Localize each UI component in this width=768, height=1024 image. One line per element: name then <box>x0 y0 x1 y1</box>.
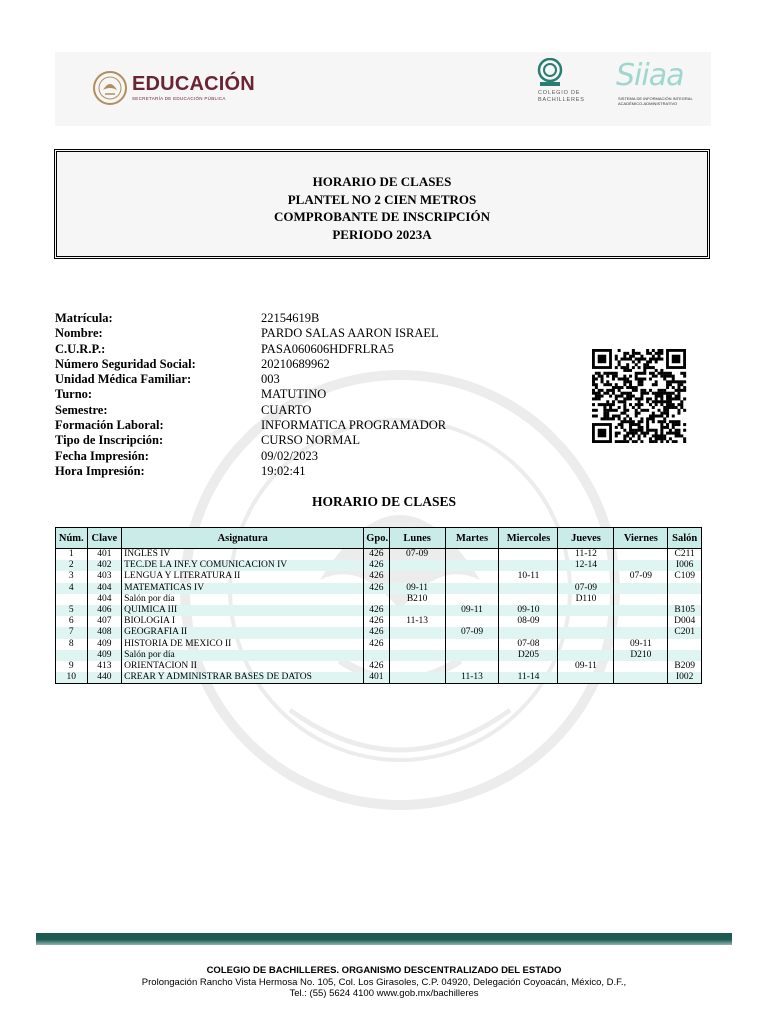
table-cell <box>668 650 702 661</box>
table-cell <box>499 661 558 672</box>
table-row <box>56 560 702 571</box>
table-cell: 426 <box>364 639 389 650</box>
table-row <box>56 583 702 594</box>
schedule-table <box>55 527 702 684</box>
table-cell <box>614 549 668 561</box>
table-cell: ORIENTACION II <box>122 661 364 672</box>
table-cell: 6 <box>56 616 88 627</box>
table-cell: 407 <box>87 616 122 627</box>
info-value: 22154619B <box>261 311 320 325</box>
table-cell: GEOGRAFIA II <box>122 627 364 638</box>
title-comprobante: COMPROBANTE DE INSCRIPCIÓN <box>274 209 490 224</box>
table-cell: 404 <box>87 594 122 605</box>
table-cell: D004 <box>668 616 702 627</box>
table-cell: 402 <box>87 560 122 571</box>
table-cell: LENGUA Y LITERATURA II <box>122 571 364 582</box>
table-cell <box>499 594 558 605</box>
table-cell: B105 <box>668 605 702 616</box>
table-cell: 5 <box>56 605 88 616</box>
table-cell <box>558 639 614 650</box>
info-value: 20210689962 <box>261 356 330 371</box>
info-row <box>55 342 475 357</box>
table-cell <box>614 594 668 605</box>
table-cell: 3 <box>56 571 88 582</box>
table-cell: CREAR Y ADMINISTRAR BASES DE DATOS <box>122 672 364 684</box>
info-label: Matrícula: <box>55 311 113 325</box>
table-cell <box>558 616 614 627</box>
info-row <box>55 311 475 326</box>
table-cell <box>499 549 558 561</box>
footer-bar <box>36 933 732 945</box>
table-row <box>56 616 702 627</box>
table-cell: Salón por día <box>122 594 364 605</box>
info-label: Tipo de Inscripción: <box>55 433 164 448</box>
table-row <box>56 639 702 650</box>
siiaa-logo <box>614 58 710 110</box>
table-cell: 4 <box>56 583 88 594</box>
table-cell <box>558 571 614 582</box>
table-cell: 09-10 <box>499 605 558 616</box>
table-cell: 12-14 <box>558 560 614 571</box>
table-cell: 09-11 <box>558 661 614 672</box>
table-cell: 409 <box>87 639 122 650</box>
table-cell: 426 <box>364 627 389 638</box>
info-value: 003 <box>261 372 280 387</box>
table-cell: 1 <box>56 549 88 561</box>
footer-organization: COLEGIO DE BACHILLERES. ORGANISMO DESCENTRALIZADO DEL ESTADO <box>206 965 562 976</box>
info-row <box>55 372 475 387</box>
table-cell <box>364 594 389 605</box>
info-value: MATUTINO <box>261 387 327 402</box>
table-cell <box>668 594 702 605</box>
table-cell: 426 <box>364 583 389 594</box>
table-cell: 11-12 <box>558 549 614 561</box>
footer-address: Prolongación Rancho Vista Hermosa No. 105, Col. Los Girasoles, C.P. 04920, Delegación Coyoacán, México, D.F., <box>141 976 627 988</box>
table-cell: D210 <box>614 650 668 661</box>
column-header: Viernes <box>614 528 668 549</box>
info-label: Turno: <box>55 387 93 402</box>
info-label: Semestre: <box>55 402 108 417</box>
sep-logo <box>90 70 255 110</box>
table-cell: 10-11 <box>499 571 558 582</box>
info-row <box>55 326 475 341</box>
table-cell <box>445 583 499 594</box>
table-cell <box>445 560 499 571</box>
qr-code-icon <box>590 349 688 443</box>
footer <box>0 965 768 1000</box>
info-value: 09/02/2023 <box>261 448 318 463</box>
table-cell: Salón por día <box>122 650 364 661</box>
column-header: Clave <box>87 528 122 549</box>
info-row <box>55 357 475 372</box>
schedule-title: HORARIO DE CLASES <box>311 494 457 509</box>
table-cell <box>614 605 668 616</box>
info-row <box>55 433 475 448</box>
info-value: CUARTO <box>261 402 312 417</box>
column-header: Lunes <box>389 528 445 549</box>
table-row <box>56 650 702 661</box>
table-cell: 426 <box>364 661 389 672</box>
table-row <box>56 571 702 582</box>
table-cell <box>389 560 445 571</box>
info-row <box>55 464 475 479</box>
colegio-bachilleres-text: COLEGIO DE BACHILLERES <box>538 90 585 103</box>
table-cell <box>558 605 614 616</box>
table-cell: 09-11 <box>445 605 499 616</box>
table-cell: 404 <box>87 583 122 594</box>
table-cell <box>614 560 668 571</box>
table-cell: D110 <box>558 594 614 605</box>
table-cell <box>389 605 445 616</box>
table-cell <box>389 571 445 582</box>
table-cell: D205 <box>499 650 558 661</box>
table-cell <box>389 650 445 661</box>
table-cell: 440 <box>87 672 122 684</box>
table-cell: 426 <box>364 560 389 571</box>
table-cell <box>558 650 614 661</box>
table-cell: 408 <box>87 627 122 638</box>
table-cell: B210 <box>389 594 445 605</box>
table-cell: 409 <box>87 650 122 661</box>
table-cell <box>614 661 668 672</box>
column-header: Salón <box>668 528 702 549</box>
table-cell: 401 <box>364 672 389 684</box>
info-row <box>55 387 475 402</box>
table-cell: 10 <box>56 672 88 684</box>
title-horario: HORARIO DE CLASES <box>312 174 452 189</box>
table-cell: 403 <box>87 571 122 582</box>
table-cell: 426 <box>364 605 389 616</box>
table-cell: BIOLOGIA I <box>122 616 364 627</box>
table-cell <box>364 650 389 661</box>
table-cell <box>389 627 445 638</box>
table-row <box>56 661 702 672</box>
table-cell: 2 <box>56 560 88 571</box>
schedule-header-row <box>56 528 702 549</box>
table-cell: 11-13 <box>389 616 445 627</box>
table-cell <box>56 650 88 661</box>
table-cell <box>445 571 499 582</box>
document-title-box <box>54 149 710 259</box>
table-cell: 401 <box>87 549 122 561</box>
table-cell: 07-09 <box>389 549 445 561</box>
table-cell <box>614 627 668 638</box>
table-cell <box>614 672 668 684</box>
table-cell <box>445 594 499 605</box>
table-cell: TEC.DE LA INF.Y COMUNICACION IV <box>122 560 364 571</box>
table-cell: B209 <box>668 661 702 672</box>
table-cell: 07-09 <box>558 583 614 594</box>
table-cell <box>614 616 668 627</box>
table-cell: 11-14 <box>499 672 558 684</box>
title-periodo: PERIODO 2023A <box>332 226 432 242</box>
table-cell <box>389 661 445 672</box>
table-cell <box>445 650 499 661</box>
table-cell: C109 <box>668 571 702 582</box>
info-value: INFORMATICA PROGRAMADOR <box>261 418 447 433</box>
table-cell <box>558 627 614 638</box>
column-header: Gpo. <box>364 528 389 549</box>
table-cell: 9 <box>56 661 88 672</box>
schedule-body <box>56 549 702 684</box>
table-cell: INGLES IV <box>122 549 364 561</box>
table-cell: 08-09 <box>499 616 558 627</box>
table-cell: C201 <box>668 627 702 638</box>
table-cell: I002 <box>668 672 702 684</box>
table-cell: 413 <box>87 661 122 672</box>
table-cell: MATEMATICAS IV <box>122 583 364 594</box>
table-cell <box>558 672 614 684</box>
sep-subtitle: SECRETARÍA DE EDUCACIÓN PÚBLICA <box>132 96 226 101</box>
info-value: 19:02:41 <box>261 463 306 478</box>
table-row <box>56 594 702 605</box>
table-row <box>56 672 702 684</box>
table-cell <box>668 583 702 594</box>
column-header: Martes <box>445 528 499 549</box>
student-info <box>55 311 475 479</box>
info-label: Unidad Médica Familiar: <box>55 372 192 387</box>
info-value: PASA060606HDFRLRA5 <box>261 341 394 356</box>
sep-wordmark: EDUCACIÓN <box>132 73 255 95</box>
table-cell <box>445 616 499 627</box>
info-label: Formación Laboral: <box>55 418 164 433</box>
table-cell: 7 <box>56 627 88 638</box>
info-label: Número Seguridad Social: <box>55 356 196 371</box>
column-header: Núm. <box>56 528 88 549</box>
table-cell: C211 <box>668 549 702 561</box>
table-cell: 426 <box>364 616 389 627</box>
table-cell <box>56 594 88 605</box>
table-cell <box>445 661 499 672</box>
table-cell: 07-09 <box>445 627 499 638</box>
colegio-bachilleres-emblem-icon <box>536 58 564 88</box>
table-cell: 07-09 <box>614 571 668 582</box>
siiaa-subtitle: SISTEMA DE INFORMACIÓN INTEGRAL ACADÉMICO-ADMINISTRATIVO <box>618 96 693 106</box>
table-cell: QUIMICA III <box>122 605 364 616</box>
table-row <box>56 605 702 616</box>
table-cell: HISTORIA DE MEXICO II <box>122 639 364 650</box>
siiaa-wordmark: Siiaa <box>616 58 684 93</box>
footer-contact: Tel.: (55) 5624 4100 www.gob.mx/bachilleres <box>289 988 479 999</box>
table-cell: 426 <box>364 571 389 582</box>
table-cell <box>499 627 558 638</box>
table-cell <box>389 639 445 650</box>
info-label: C.U.R.P.: <box>55 341 106 356</box>
table-cell <box>499 560 558 571</box>
table-cell: 11-13 <box>445 672 499 684</box>
info-label: Hora Impresión: <box>55 463 145 478</box>
table-cell: 09-11 <box>614 639 668 650</box>
table-cell: 09-11 <box>389 583 445 594</box>
column-header: Miercoles <box>499 528 558 549</box>
table-cell <box>445 549 499 561</box>
column-header: Asignatura <box>122 528 364 549</box>
table-cell <box>389 672 445 684</box>
title-plantel: PLANTEL NO 2 CIEN METROS <box>287 191 477 207</box>
column-header: Jueves <box>558 528 614 549</box>
table-cell: 426 <box>364 549 389 561</box>
table-cell: 8 <box>56 639 88 650</box>
info-row <box>55 418 475 433</box>
mexico-eagle-emblem-icon <box>90 70 130 106</box>
info-label: Nombre: <box>55 326 103 341</box>
table-cell <box>668 639 702 650</box>
table-cell <box>614 583 668 594</box>
table-cell: I006 <box>668 560 702 571</box>
table-row <box>56 549 702 561</box>
info-value: CURSO NORMAL <box>261 433 360 448</box>
info-row <box>55 403 475 418</box>
info-row <box>55 449 475 464</box>
colegio-bachilleres-logo <box>530 58 610 110</box>
table-cell: 406 <box>87 605 122 616</box>
table-cell: 07-08 <box>499 639 558 650</box>
table-cell <box>499 583 558 594</box>
table-cell <box>445 639 499 650</box>
table-row <box>56 627 702 638</box>
info-value: PARDO SALAS AARON ISRAEL <box>261 326 439 341</box>
info-label: Fecha Impresión: <box>55 448 149 463</box>
